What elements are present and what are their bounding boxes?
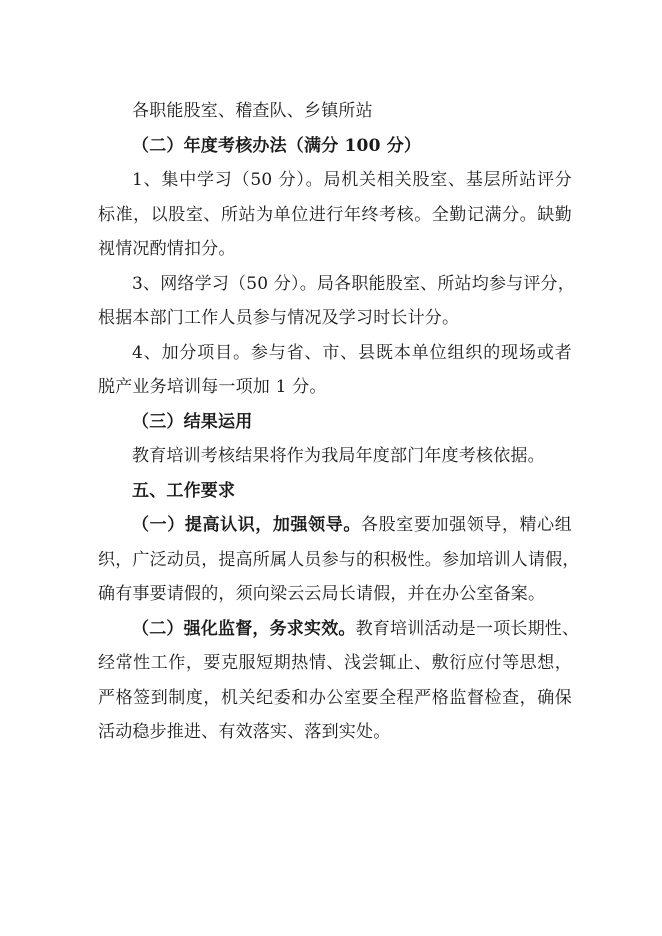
paragraph-line: 3、网络学习（50 分）。局各职能股室、所站均参与评分， [132,273,575,294]
paragraph-line: 活动稳步推进、有效落实、落到实处。 [98,722,391,742]
section-heading-result-usage: （三）结果运用 [132,411,253,432]
paragraph-line: 4、加分项目。参与省、市、县既本单位组织的现场或者 [132,342,572,363]
paragraph-line: 织，广泛动员，提高所属人员参与的积极性。参加培训人请假， [98,549,580,570]
inline-bold-heading: （二）强化监督，务求实效。 [132,618,356,639]
paragraph-line: 1、集中学习（50 分）。局机关相关股室、基层所站评分 [132,170,572,190]
paragraph-line: 教育培训考核结果将作为我局年度部门年度考核依据。 [132,446,545,466]
paragraph-line [98,612,580,647]
paragraph-line: 脱产业务培训每一项加 1 分。 [98,377,327,397]
paragraph-line [98,508,572,543]
paragraph-line: 经常性工作，要克服短期热情、浅尝辄止、敷衍应付等思想， [98,653,572,673]
paragraph-line: 确有事要请假的，须向梁云云局长请假，并在办公室备案。 [98,584,546,604]
section-heading-work-requirements: 五、工作要求 [132,480,236,501]
paragraph-line: 视情况酌情扣分。 [98,239,236,259]
inline-text: 教育培训活动是一项长期性、 [355,618,580,639]
inline-bold-heading: （一）提高认识，加强领导。 [132,515,362,535]
paragraph-line: 根据本部门工作人员参与情况及学习时长计分。 [98,308,460,328]
section-heading-assessment-method: （二）年度考核办法（满分 100 分） [132,135,422,156]
paragraph-line: 严格签到制度，机关纪委和办公室要全程严格监督检查，确保 [98,687,572,708]
list-continuation: 各职能股室、稽查队、乡镇所站 [132,101,373,121]
paragraph-line: 标准，以股室、所站为单位进行年终考核。全勤记满分。缺勤 [98,204,572,225]
inline-text: 各股室要加强领导，精心组 [361,515,572,535]
document-body [98,94,580,750]
